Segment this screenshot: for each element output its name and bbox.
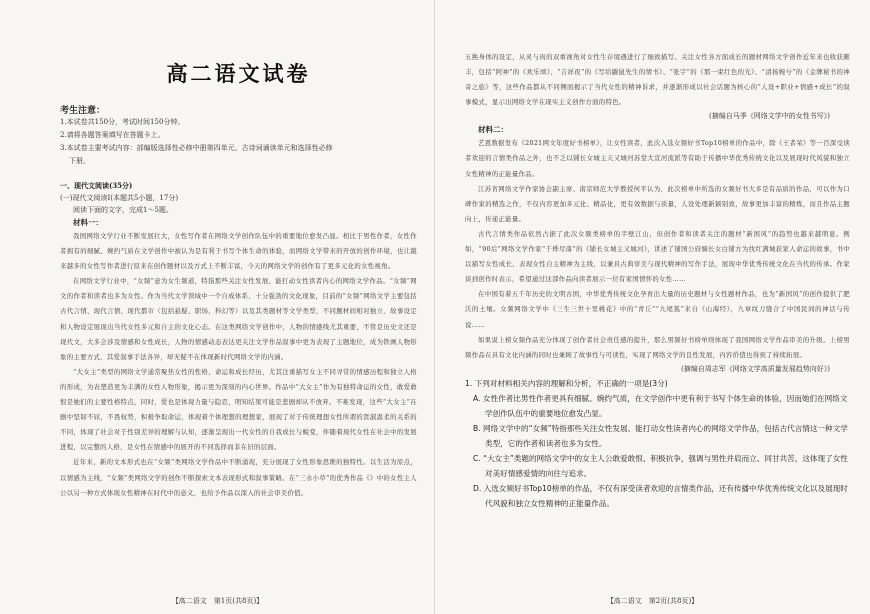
passage-paragraph: “大女主”类型的网络文学通常聚焦女性的性格、命运和成长经历，尤其注重描写女主不同寻常的情感历程和独立人格的形成，为表塑造更为丰满的女性人物形象，揭示更为深刻的内心世界。作品中“大女主”作为有独特命运的女性，敢爱敢恨是她们的主要性格特点，同时，爱也是体现力量与隐忍，明知结果可能是悲剧却从不放弃。不难发现，这些“大女主”在剧中坚韧不屈，不畏权势，积极争取命运，体现着个体理想的理想家，展现了对于传统理想女性所谓的贤淑温柔的关系的不同，体现了社会对于性别差异的理解与认知，逐渐呈现出一代女性的自我成长与蜕变，伴随着现代女性在社会中的发展进程，以完整的人格，是女性在情感中的展开的不同选择而非在旧的层面。 (60, 367, 417, 452)
reading-instruction: 阅读下面的文字，完成1～5题。 (73, 206, 173, 214)
notice-item: 1.本试卷共150分，考试时间150分钟。 (60, 118, 185, 126)
passage-paragraph: 艺恩数据发布《2021网文年度好书榜单》，让女性读者，此次入选女频好书Top10榜单的作品中，除《王者荣》等一百深受读者欢迎的言情类作品之外，也不乏以铺长女城主天又城河苏堂大宣河流派等有助于传播中华优秀传统文化以及展现时代风貌和独立女性精神的正能量作品。 (465, 139, 850, 178)
source-citation: (摘编自马季《网络文学中的女性书写》) (709, 112, 830, 121)
answer-option-c[interactable]: C. “大女主”类题的网络文学中的女主人公敢爱敢恨、积极抗争，强调与男性并肩而立、同甘共苦，这体现了女性对美好情感爱情的向往与追求。 (473, 453, 848, 478)
passage-paragraph: 江苏省网络文学作家协会副主席、南京师范大学教授何平认为，此次榜单中所选的女频好书大多是有品质的作品，可以作为口碑作家的精选之作，不仅内容更加多元化、精品化，更有效数据与质量，人设处理新颖别致，故事更加丰富的精炼，而且作品主题向上，传递正能量。 (465, 184, 850, 223)
passage-paragraph: 在网络文学行业中，“女频”意为女生频道，特指那些关注女性发展、能打动女性读者内心的网络文学作品。“女频”网文的作者和读者也多为女性。作为当代文学领域中一个自成体系、十分强劲的文化现象，目前的“女频”网络文学主要包括古代言情、现代言情、现代都市（包括悬疑、职场、科幻等）以及其类题材等文学类型，不同题材间相对独立、故事设定和人物设定展现出当代女性多元和自主的文化心态。在这类网络文学创作中，人物的情感线尤其重要，不管是历史文还是现代文，大多会涉及情感和女性成长，人物的情感动态表达更关注文学作品叙事中更为表现了主题地位，成为铁画人物形象的主要方式，其爱叙事手法各异，却无疑不在体现新时代网络文学的内涵。 (60, 277, 417, 361)
page-footer: 【高二语文 第1页(共8页)】 (171, 597, 264, 605)
passage-paragraph: 古代言情类作品依然占据了此次女频类榜单的半壁江山，但创作者和读者关注的题材“新国风”的趋势也越来越明显。例如，“90后”网络文学作家“千桦尽落”的《铺长女城主又城河》，讲述了铺国公府嫡长女白铺方为找红满城获家人命运的故事，书中以描写女性成长、表现女性自主精神为主线，以兼具古典审美与现代精神的写作手法，展现中华优秀传统文化在当代的传承。作家谈到创作时表示，希望通过这部作品向读者展示一位有家国情怀的女性…… (465, 229, 850, 284)
notice-item: 3.本试卷主要考试内容：部编版选择性必修中册第四单元、古诗词诵读单元和选择性必修 (60, 144, 333, 152)
answer-option-a[interactable]: A. 女性作者比男性作者更具有细腻、婉约气质，在文学创作中更有利于书写个体生命的体验，因而她们在网络文学创作队伍中的重要地位愈发凸显。 (473, 393, 848, 418)
material-one-label: 材料一： (73, 218, 103, 227)
answer-option-b[interactable]: B. 网络文学中的“女频”特指那些关注女性发展、能打动女性读者内心的网络文学作品，包括古代言情这一种文学类型，它的作者和读者也多为女性。 (473, 423, 848, 448)
notice-item: 2.请将各题答案填写在答题卡上。 (60, 131, 165, 139)
passage-paragraph: 我国网络文学行业不断发展壮大，女性写作者在网络文学创作队伍中的重要地位愈发凸显。相比于男性作者，女性作者拥有的细腻、婉约气质在文学创作中被认为是有利于书写个体生命的体验，而网络文学带来的开放的创作环境，也让越来越多的女性写作者进行原来在创作题材以及方式上不断丰富，今天的网络文学的创作有了更多元化的女性视角。 (60, 232, 417, 271)
subsection-heading: (一)现代文阅读Ⅰ(本题共5小题，17分) (60, 194, 179, 202)
notice-item: 下册。 (69, 157, 90, 165)
question-stem: 1. 下列对材料相关内容的理解和分析，不正确的一项是(3分) (465, 378, 668, 388)
source-citation: (摘编自周志军《网络文学高质量发展趋势向好》) (681, 364, 830, 373)
material-two-label: 材料二： (478, 125, 508, 135)
passage-paragraph: 五换身体的设定，从灵与肉的双重视角对女性生存境遇进行了细致描写。关注女性各方面成长的题材网络文学创作近年来也收获颇丰，包括“阿神”的《欢乐颂》、“吉祥夜”的《写给鼹鼠先生的情书》、“张宇”的《那一束红色的光》、“清扬婉兮”的《金牌秘书的神奇之旅》等，这些作品都从不同侧面揭示了当代女性的精神诉求，并逐渐形成以社会话题为核心的“人设+职业+情感+成长”的叙事模式，显示出网络文学在现实主义创作方面的特色。 (465, 53, 850, 107)
right-page (435, 0, 870, 614)
page-footer: 【高二语文 第2页(共8页)】 (606, 597, 699, 605)
exam-title: 高二语文试卷 (166, 62, 311, 86)
passage-paragraph: 如果说上榜女频作品充分体现了创作者社会责任感的提升，那么男频好书榜单则体现了我国网络文学作品审美的升级。上榜男频作品在具有文化内涵的同时也兼顾了故事性与可读性，实现了网络文学的良性发展，内容价值也得到了持续拓展。 (465, 335, 850, 359)
passage-paragraph: 在中国有着五千年历史的文明古国，中华优秀传统文化孕育出大量的历史题材与女性题材作品，也为“新国风”的创作提供了肥沃的土壤。女频网络文学中《三生三世十里桃花》中的“青丘”“九尾狐”来自《山海经》，九章纹刀缝合了中国民间的神话与传说…… (465, 290, 850, 329)
notice-heading: 考生注意： (60, 106, 106, 116)
passage-paragraph: 近年来，新的文本形式也在“女频”类网络文学作品中不断涌现，充分展现了女性形象思维的独特性。以生活为原点，以情感为主线，“女频”类网络文学的创作不断探索文本表现形式和叙事策略。在“三水小草”的优秀作品《》中的女性主人公以另一种方式体现女性精神在时代中的意义，也给予作品以深入的社会审美价值。 (60, 458, 417, 497)
answer-option-d[interactable]: D. 入选女频好书Top10榜单的作品，不仅有深受读者欢迎的言情类作品，还有传播中华优秀传统文化以及展现时代风貌和独立女性精神的正能量作品。 (473, 483, 848, 508)
section-heading: 一、现代文阅读(35分) (60, 181, 133, 190)
